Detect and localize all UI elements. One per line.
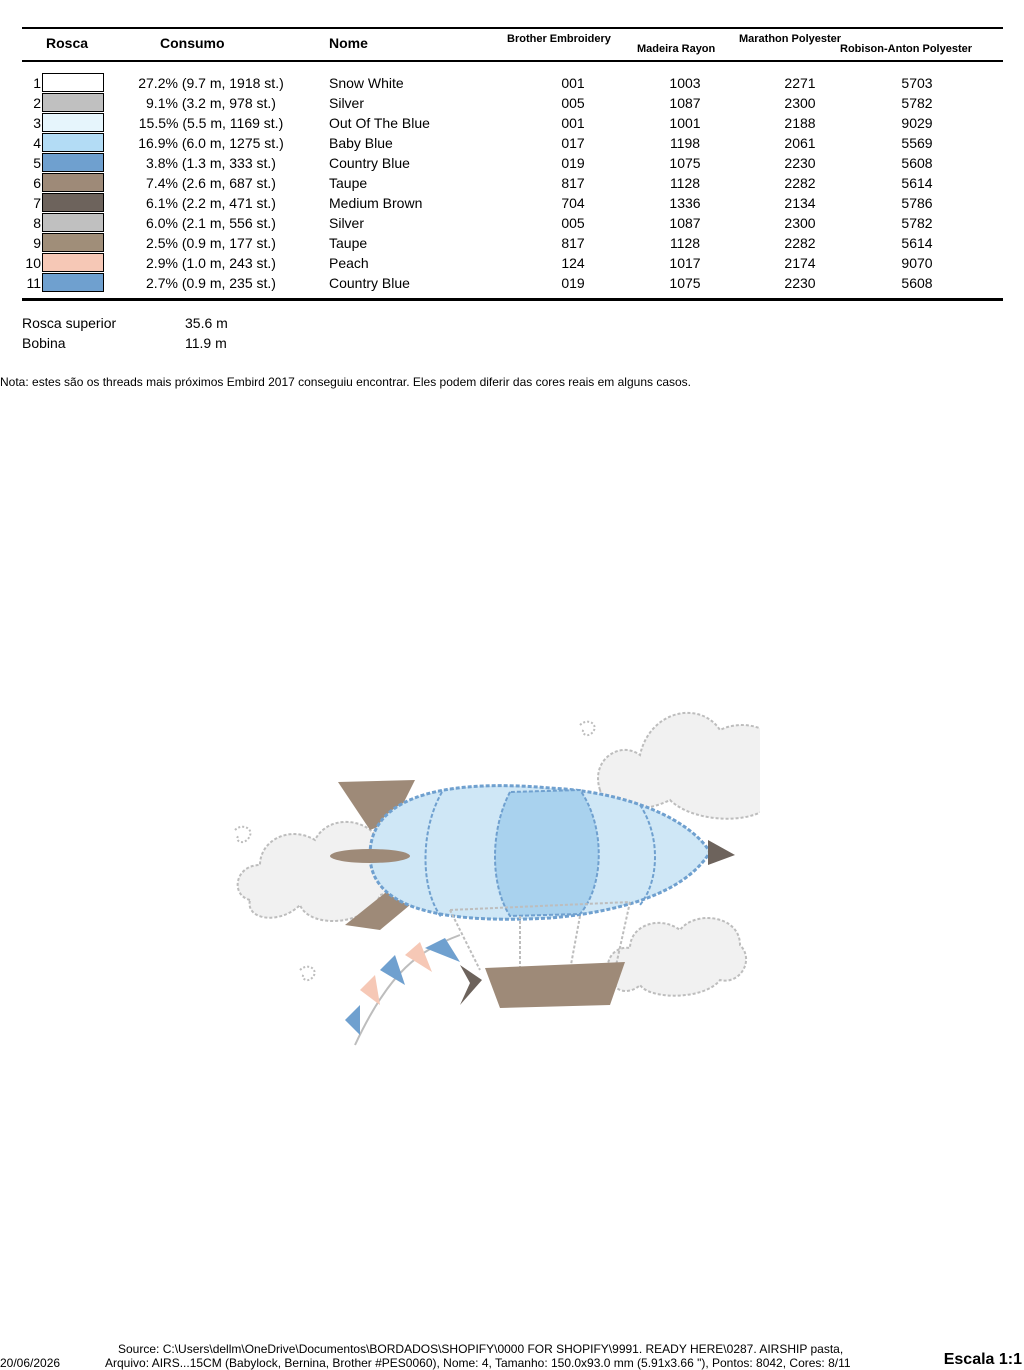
thread-consumption: 27.2% (9.7 m, 1918 st.) [138, 75, 284, 91]
thread-row [0, 173, 1024, 193]
thread-number: 1 [33, 75, 41, 91]
brother-code: 817 [561, 175, 585, 191]
swirl-left [235, 827, 250, 842]
thread-consumption: 2.9% (1.0 m, 243 st.) [146, 255, 276, 271]
madeira-code: 1075 [669, 275, 701, 291]
gondola [485, 962, 625, 1008]
robison-code: 9029 [901, 115, 933, 131]
thread-number: 6 [33, 175, 41, 191]
thread-consumption: 2.7% (0.9 m, 235 st.) [146, 275, 276, 291]
robison-code: 5782 [901, 95, 933, 111]
marathon-code: 2282 [784, 175, 816, 191]
madeira-code: 1003 [669, 75, 701, 91]
total-superior-label: Rosca superior [22, 315, 117, 331]
robison-code: 5703 [901, 75, 933, 91]
robison-code: 9070 [901, 255, 933, 271]
thread-consumption: 9.1% (3.2 m, 978 st.) [146, 95, 276, 111]
marathon-code: 2300 [784, 95, 816, 111]
thread-name: Silver [329, 95, 365, 111]
robison-code: 5569 [901, 135, 933, 151]
thread-row [0, 273, 1024, 293]
thread-row [0, 213, 1024, 233]
total-bobina-value: 11.9 m [185, 335, 227, 351]
footer-arquivo: Arquivo: AIRS...15CM (Babylock, Bernina, Brother #PES0060), Nome: 4, Tamanho: 150.0x93.0 mm (5.91x3.66 "), Pontos: 8042, Cores: 8/11 [105, 1356, 851, 1370]
thread-number: 3 [33, 115, 41, 131]
marathon-code: 2174 [784, 255, 816, 271]
footer-date: 20/06/2026 [0, 1356, 61, 1370]
color-swatch [42, 113, 104, 132]
thread-row [0, 153, 1024, 173]
thread-consumption: 3.8% (1.3 m, 333 st.) [146, 155, 276, 171]
thread-number: 2 [33, 95, 41, 111]
color-swatch [42, 93, 104, 112]
thread-name: Country Blue [329, 275, 410, 291]
color-swatch [42, 233, 104, 252]
madeira-code: 1087 [669, 95, 701, 111]
thread-consumption: 6.0% (2.1 m, 556 st.) [146, 215, 276, 231]
marathon-code: 2188 [784, 115, 816, 131]
thread-name: Peach [329, 255, 369, 271]
color-swatch [42, 173, 104, 192]
thread-row [0, 233, 1024, 253]
flag-peach-2 [360, 975, 380, 1005]
header-nome: Nome [329, 35, 368, 51]
header-rosca: Rosca [46, 35, 89, 51]
gondola-propeller [460, 965, 482, 1005]
header-top-rule [22, 27, 1003, 29]
marathon-code: 2134 [784, 195, 816, 211]
propeller-shaft [330, 849, 410, 863]
color-swatch [42, 153, 104, 172]
thread-row [0, 73, 1024, 93]
madeira-code: 1128 [669, 235, 701, 251]
header-robison: Robison-Anton Polyester [840, 43, 973, 55]
thread-row [0, 133, 1024, 153]
brother-code: 019 [561, 275, 585, 291]
thread-name: Baby Blue [329, 135, 393, 151]
marathon-code: 2282 [784, 235, 816, 251]
header-consumo: Consumo [160, 35, 225, 51]
thread-row [0, 193, 1024, 213]
total-superior-value: 35.6 m [185, 315, 228, 331]
color-swatch [42, 213, 104, 232]
thread-row [0, 93, 1024, 113]
airship-embroidery-image [220, 680, 760, 1060]
thread-number: 7 [33, 195, 41, 211]
brother-code: 704 [561, 195, 585, 211]
brother-code: 001 [561, 115, 585, 131]
thread-number: 9 [33, 235, 41, 251]
brother-code: 005 [561, 95, 585, 111]
brother-code: 001 [561, 75, 585, 91]
thread-name: Taupe [329, 175, 368, 191]
robison-code: 5608 [901, 155, 933, 171]
marathon-code: 2271 [784, 75, 816, 91]
brother-code: 124 [561, 255, 585, 271]
madeira-code: 1017 [669, 255, 701, 271]
thread-name: Country Blue [329, 155, 410, 171]
madeira-code: 1128 [669, 175, 701, 191]
table-bottom-rule [22, 298, 1003, 301]
thread-consumption: 15.5% (5.5 m, 1169 st.) [138, 115, 284, 131]
thread-consumption: 16.9% (6.0 m, 1275 st.) [138, 135, 284, 151]
marathon-code: 2230 [784, 155, 816, 171]
color-swatch [42, 133, 104, 152]
color-swatch [42, 273, 104, 292]
thread-consumption: 6.1% (2.2 m, 471 st.) [146, 195, 276, 211]
brother-code: 005 [561, 215, 585, 231]
footer-source: Source: C:\Users\dellm\OneDrive\Documentos\BORDADOS\SHOPIFY\0000 FOR SHOPIFY\9991. READY HERE\0287. AIRSHIP pasta, [118, 1342, 844, 1356]
flag-peach-1 [405, 942, 432, 972]
swirl-top [580, 722, 595, 735]
thread-number: 4 [33, 135, 41, 151]
thread-row [0, 113, 1024, 133]
marathon-code: 2061 [784, 135, 816, 151]
thread-name: Silver [329, 215, 365, 231]
thread-name: Taupe [329, 235, 368, 251]
color-swatch [42, 193, 104, 212]
cloud-right-bottom [608, 918, 746, 996]
thread-number: 11 [26, 275, 41, 291]
color-swatch [42, 73, 104, 92]
madeira-code: 1001 [669, 115, 701, 131]
thread-number: 5 [33, 155, 41, 171]
marathon-code: 2300 [784, 215, 816, 231]
thread-name: Snow White [329, 75, 404, 91]
brother-code: 817 [561, 235, 585, 251]
madeira-code: 1087 [669, 215, 701, 231]
thread-number: 10 [25, 255, 41, 271]
madeira-code: 1075 [669, 155, 701, 171]
header-marathon: Marathon Polyester [739, 33, 842, 45]
thread-consumption: 7.4% (2.6 m, 687 st.) [146, 175, 276, 191]
thread-number: 8 [33, 215, 41, 231]
flag-blue-1 [425, 938, 460, 962]
thread-consumption: 2.5% (0.9 m, 177 st.) [146, 235, 276, 251]
robison-code: 5608 [901, 275, 933, 291]
footer-scale: Escala 1:1 [943, 1351, 1022, 1368]
header-bottom-rule [22, 60, 1003, 62]
robison-code: 5782 [901, 215, 933, 231]
header-brother: Brother Embroidery [507, 33, 611, 45]
total-bobina-label: Bobina [22, 335, 66, 351]
thread-row [0, 253, 1024, 273]
thread-name: Medium Brown [329, 195, 423, 211]
airship-nose [708, 840, 735, 865]
robison-code: 5614 [901, 235, 933, 251]
brother-code: 019 [561, 155, 585, 171]
brother-code: 017 [561, 135, 585, 151]
color-swatch [42, 253, 104, 272]
thread-name: Out Of The Blue [329, 115, 430, 131]
balloon-panel [495, 790, 599, 916]
note-text: Nota: estes são os threads mais próximos Embird 2017 conseguiu encontrar. Eles podem diferir das cores reais em alguns casos. [0, 375, 692, 389]
swirl-bottom [300, 967, 315, 980]
robison-code: 5614 [901, 175, 933, 191]
madeira-code: 1198 [669, 135, 701, 151]
header-madeira: Madeira Rayon [637, 43, 716, 55]
flag-blue-3 [345, 1005, 360, 1035]
madeira-code: 1336 [669, 195, 701, 211]
marathon-code: 2230 [784, 275, 816, 291]
robison-code: 5786 [901, 195, 933, 211]
